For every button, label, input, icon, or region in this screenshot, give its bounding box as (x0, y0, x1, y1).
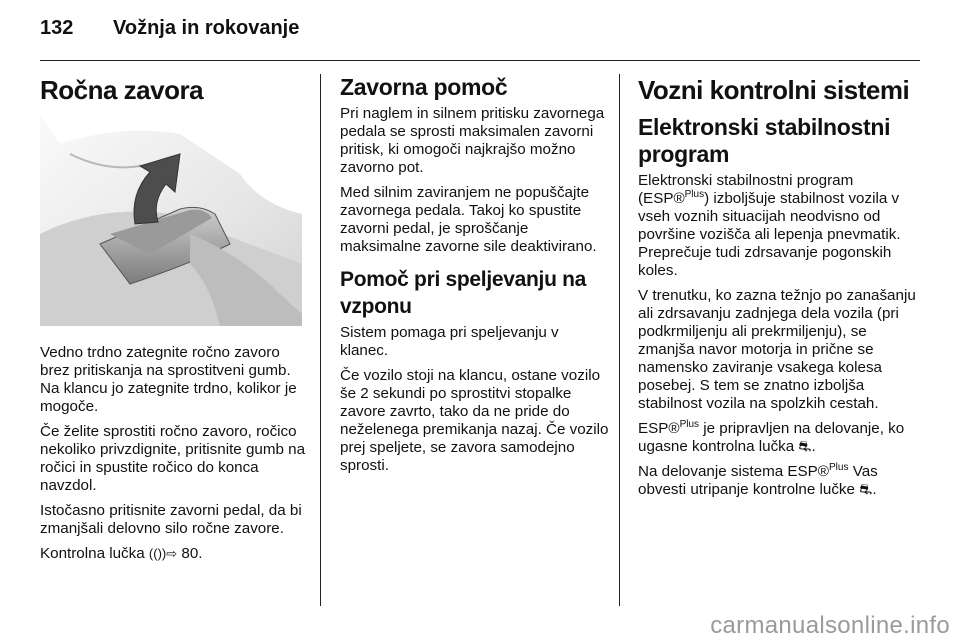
column-divider (320, 74, 321, 606)
brake-assist-heading: Zavorna pomoč (340, 74, 508, 100)
indicator-text: Kontrolna lučka (40, 545, 149, 562)
esp-text: . (811, 438, 816, 455)
indicator-reference (40, 545, 310, 563)
esp-plus-superscript: Plus (684, 188, 705, 200)
handbrake-paragraph: Istočasno pritisnite zavorni pedal, da bi zmanjšali delovno silo ročne zavore. (40, 502, 302, 537)
esp-paragraph (638, 172, 918, 280)
esp-paragraph (638, 420, 918, 456)
handbrake-illustration (40, 114, 302, 326)
page-reference-arrow-icon: ⇨ (166, 546, 178, 561)
reference-page-number: 80. (177, 545, 203, 562)
handbrake-heading: Ročna zavora (40, 75, 204, 105)
hill-start-paragraph: Če vozilo stoji na klancu, ostane vozilo še 2 sekundi po sprostitvi stopalke zavore zavrto, tako da ne pride do neželenega premikanja nazaj. Če vozilo prej speljete, se zavora samodejno sprosti. (340, 367, 609, 474)
column-handbrake (40, 74, 310, 570)
esp-plus-superscript: Plus (829, 461, 849, 473)
column-driving-control (638, 74, 918, 506)
esp-warning-icon: ⛐ (798, 438, 812, 455)
esp-plus-superscript: Plus (679, 418, 700, 430)
page-header (40, 17, 920, 47)
brake-assist-paragraph: Med silnim zaviranjem ne popuščajte zavornega pedala. Takoj ko spustite zavorni pedal, je sproščanje maksimalne zavorne sile deaktivirano. (340, 184, 597, 255)
esp-text: Na delovanje sistema ESP® (638, 463, 830, 480)
watermark: carmanualsonline.info (710, 612, 950, 639)
brake-warning-icon: (()) (148, 546, 167, 561)
esp-text: . (872, 481, 877, 498)
esp-text: ESP® (638, 420, 680, 437)
chapter-title: Vožnja in rokovanje (113, 17, 300, 39)
column-divider (619, 74, 620, 606)
esp-text: Elektronski stabilnostni program (ESP® (638, 172, 854, 207)
esp-text: Vas obvesti utripanje kontrolne lučke (638, 463, 878, 498)
esp-warning-icon: ⛐ (859, 481, 873, 498)
handbrake-paragraph: Če želite sprostiti ročno zavoro, ročico nekoliko privzdignite, pritisnite gumb na ročici in spustite ročico do konca navzdol. (40, 423, 306, 494)
esp-paragraph: V trenutku, ko zazna težnjo po zanašanju ali zdrsavanju zadnjega dela vozila (pri podkrmiljenju ali prekrmiljenju), se zmanjša navor motorja in prične se namensko zaviranje vsakega kolesa posebej. S tem se znatno izboljša stabilnost vozila na spolzkih cestah. (638, 287, 916, 412)
brake-assist-paragraph: Pri naglem in silnem pritisku zavornega pedala se sprosti maksimalen zavorni pritisk, ki omogoči najkrajšo možno zavorno pot. (340, 105, 605, 176)
hill-start-heading: Pomoč pri speljevanju na vzponu (340, 268, 587, 318)
esp-text: ) izboljšuje stabilnost vozila v vseh voznih situacijah neodvisno od površine vozišča ali lepenja pnevmatik. Preprečuje tudi zdrsavanje pogonskih koles. (638, 190, 901, 279)
page-number: 132 (40, 17, 74, 39)
esp-paragraph (638, 463, 918, 499)
hill-start-paragraph: Sistem pomaga pri speljevanju v klanec. (340, 324, 559, 359)
driving-control-heading: Vozni kontrolni sistemi (638, 75, 910, 105)
handbrake-paragraph: Vedno trdno zategnite ročno zavoro brez pritiskanja na sprostitveni gumb. Na klancu jo zategnite trdno, kolikor je mogoče. (40, 344, 297, 415)
esp-text: je pripravljen na delovanje, ko ugasne kontrolna lučka (638, 420, 905, 455)
header-rule (40, 60, 920, 61)
column-brake-assist (340, 74, 610, 482)
esp-heading: Elektronski stabilnostni program (638, 114, 891, 167)
